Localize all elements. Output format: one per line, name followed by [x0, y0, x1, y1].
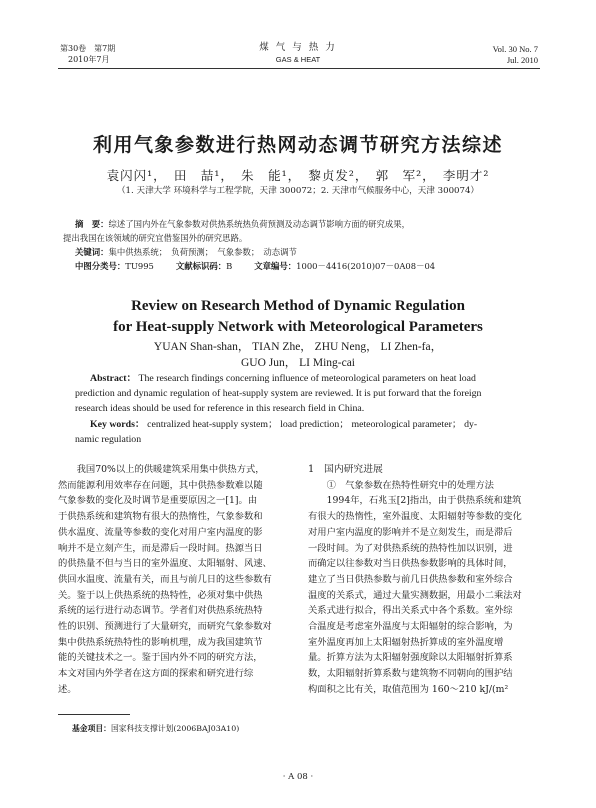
body-line: 于供热系统和建筑物有很大的热惰性，气象参数和 [58, 511, 263, 523]
body-line: 述。 [58, 683, 77, 695]
classification-row [75, 259, 525, 273]
header-date-en: Jul. 2010 [506, 55, 538, 65]
body-right-column [308, 462, 540, 698]
body-line: 性的识别、预测进行了大量研究，而研究气象参数对 [58, 621, 272, 633]
keywords-en-line1: centralized heat-supply system； load prediction； meteorological parameter； dy- [147, 419, 478, 431]
abstract-en-line3: research ideas should be used for reference in this research field in China. [75, 402, 365, 414]
body-line: 温度的关系式，通过大量实测数据，用最小二乘法对 [308, 589, 522, 601]
body-line: 关系式进行拟合，得出关系式中各个系数。室外综 [308, 605, 513, 617]
header-rule [58, 68, 540, 69]
header-volume-en: Vol. 30 No. 7 [492, 44, 538, 54]
body-line: 能的关键技术之一。鉴于国内外不同的研究方法， [58, 652, 263, 664]
title-en-line1: Review on Research Method of Dynamic Regulation [131, 298, 465, 314]
abstract-cn [63, 217, 525, 273]
header-journal-cn: 煤 气 与 热 力 [259, 42, 337, 53]
body-line: 关。鉴于以上供热系统的热特性，必须对集中供热 [58, 589, 263, 601]
body-line: 我国70%以上的供暖建筑采用集中供热方式， [76, 464, 265, 475]
authors-en-line1: YUAN Shan-shan， TIAN Zhe， ZHU Neng， LI Zhen-fa， [153, 341, 443, 353]
body-line: 有很大的热惰性，室外温度、太阳辐射等参数的变化 [308, 511, 522, 523]
abstract-en-label: Abstract： [90, 373, 137, 384]
abstract-cn-line2: 提出我国在该领域的研究宜借鉴国外的研究思路。 [63, 233, 248, 243]
subsection-heading: ① 气象参数在热特性研究中的处理方法 [326, 479, 494, 491]
abstract-en [75, 372, 521, 448]
doc-code-label: 文献标识码： [175, 261, 227, 271]
authors-cn: 袁闪闪¹， 田 喆¹， 朱 能¹， 黎贞发²， 郭 军²， 李明才² [106, 168, 490, 183]
body-line: 1994年，石兆玉[2]指出，由于供热系统和建筑 [326, 495, 522, 507]
abstract-en-line1: The research findings concerning influence of meteorological parameters on heat load [138, 373, 476, 384]
body-line: 室外温度再加上太阳辐射热折算成的室外温度增 [308, 636, 504, 648]
body-line: 供水温度、流量等参数的变化对用户室内温度的影 [58, 526, 263, 538]
body-line: 本文对国内外学者在这方面的探索和研究进行综 [58, 668, 254, 680]
clc-label: 中图分类号： [75, 261, 126, 271]
keywords-cn-label: 关键词： [75, 247, 109, 257]
body-line: 建立了当日供热参数与前几日供热参数和室外综合 [308, 573, 513, 585]
footnote-text: 国家科技支撑计划(2006BAJ03A10) [110, 724, 240, 733]
body-line: 一段时间。为了对供热系统的热特性加以识别，进 [308, 542, 513, 554]
body-line: 供回水温度、流量有关，而且与前几日的这些参数有 [58, 573, 272, 585]
body-line: 集中供热系统热特性的影响机理，成为我国建筑节 [58, 636, 263, 648]
header-volume-cn: 第30卷 第7期 [60, 44, 116, 53]
body-line: 而确定以往参数对当日供热参数影响的具体时间， [308, 558, 513, 570]
body-line: 量。折算方法为太阳辐射强度除以太阳辐射折算系 [308, 652, 513, 664]
keywords-cn-text: 集中供热系统； 负荷预测； 气象参数； 动态调节 [108, 247, 297, 257]
footnote-label: 基金项目： [72, 724, 111, 733]
authors-en-line2: GUO Jun， LI Ming-cai [240, 357, 356, 369]
body-left-column [58, 462, 290, 698]
title-en-line2: for Heat-supply Network with Meteorological Parameters [113, 319, 483, 335]
section-heading: 1 国内研究进展 [308, 464, 383, 475]
body-line: 的供热量不但与当日的室外温度、太阳辐射、风速、 [58, 558, 272, 570]
body-line: 气象参数的变化及时调节是重要原因之一[1]。由 [58, 495, 258, 507]
body-line: 数，太阳辐射折算系数与建筑物不同朝向的围护结 [308, 668, 513, 680]
body-line: 然而能源利用效率存在问题，其中供热参数难以随 [58, 479, 263, 491]
body-line: 构面积之比有关，取值范围为 160～210 kJ/(m² [308, 683, 509, 695]
header-date-cn: 2010年7月 [68, 55, 110, 64]
title-cn: 利用气象参数进行热网动态调节研究方法综述 [92, 134, 503, 156]
keywords-en-label: Key words： [90, 419, 145, 431]
header-journal-en: GAS & HEAT [275, 55, 321, 64]
keywords-en-line2: namic regulation [75, 434, 142, 446]
abstract-en-line2: prediction and dynamic regulation of heat-supply system are reviewed. It is put forward that the foreign [75, 387, 482, 399]
affiliation-cn: （1. 天津大学 环境科学与工程学院，天津 300072；2. 天津市气候服务中心，天津 300074） [116, 186, 480, 196]
footnote-rule [58, 714, 130, 715]
doc-code-value: B [226, 261, 233, 271]
abstract-cn-line1: 综述了国内外在气象参数对供热系统热负荷预测及动态调节影响方面的研究成果， [108, 219, 410, 229]
footnote [72, 723, 239, 734]
body-line: 合温度是考虑室外温度与太阳辐射的综合影响，为 [308, 621, 513, 633]
body-line: 响并不是立刻产生，而是滞后一段时间。热源当日 [58, 542, 263, 554]
body-line: 系统的运行进行动态调节。学者们对供热系统热特 [58, 605, 263, 617]
article-number-value: 1000－4416(2010)07－0A08－04 [296, 261, 436, 271]
clc-value: TU995 [125, 261, 154, 271]
article-number-label: 文章编号： [254, 261, 297, 271]
abstract-cn-label: 摘 要： [75, 219, 109, 229]
body-line: 对用户室内温度的影响并不是立刻发生，而是滞后 [308, 526, 513, 538]
page-number: · A 08 · [282, 772, 314, 782]
